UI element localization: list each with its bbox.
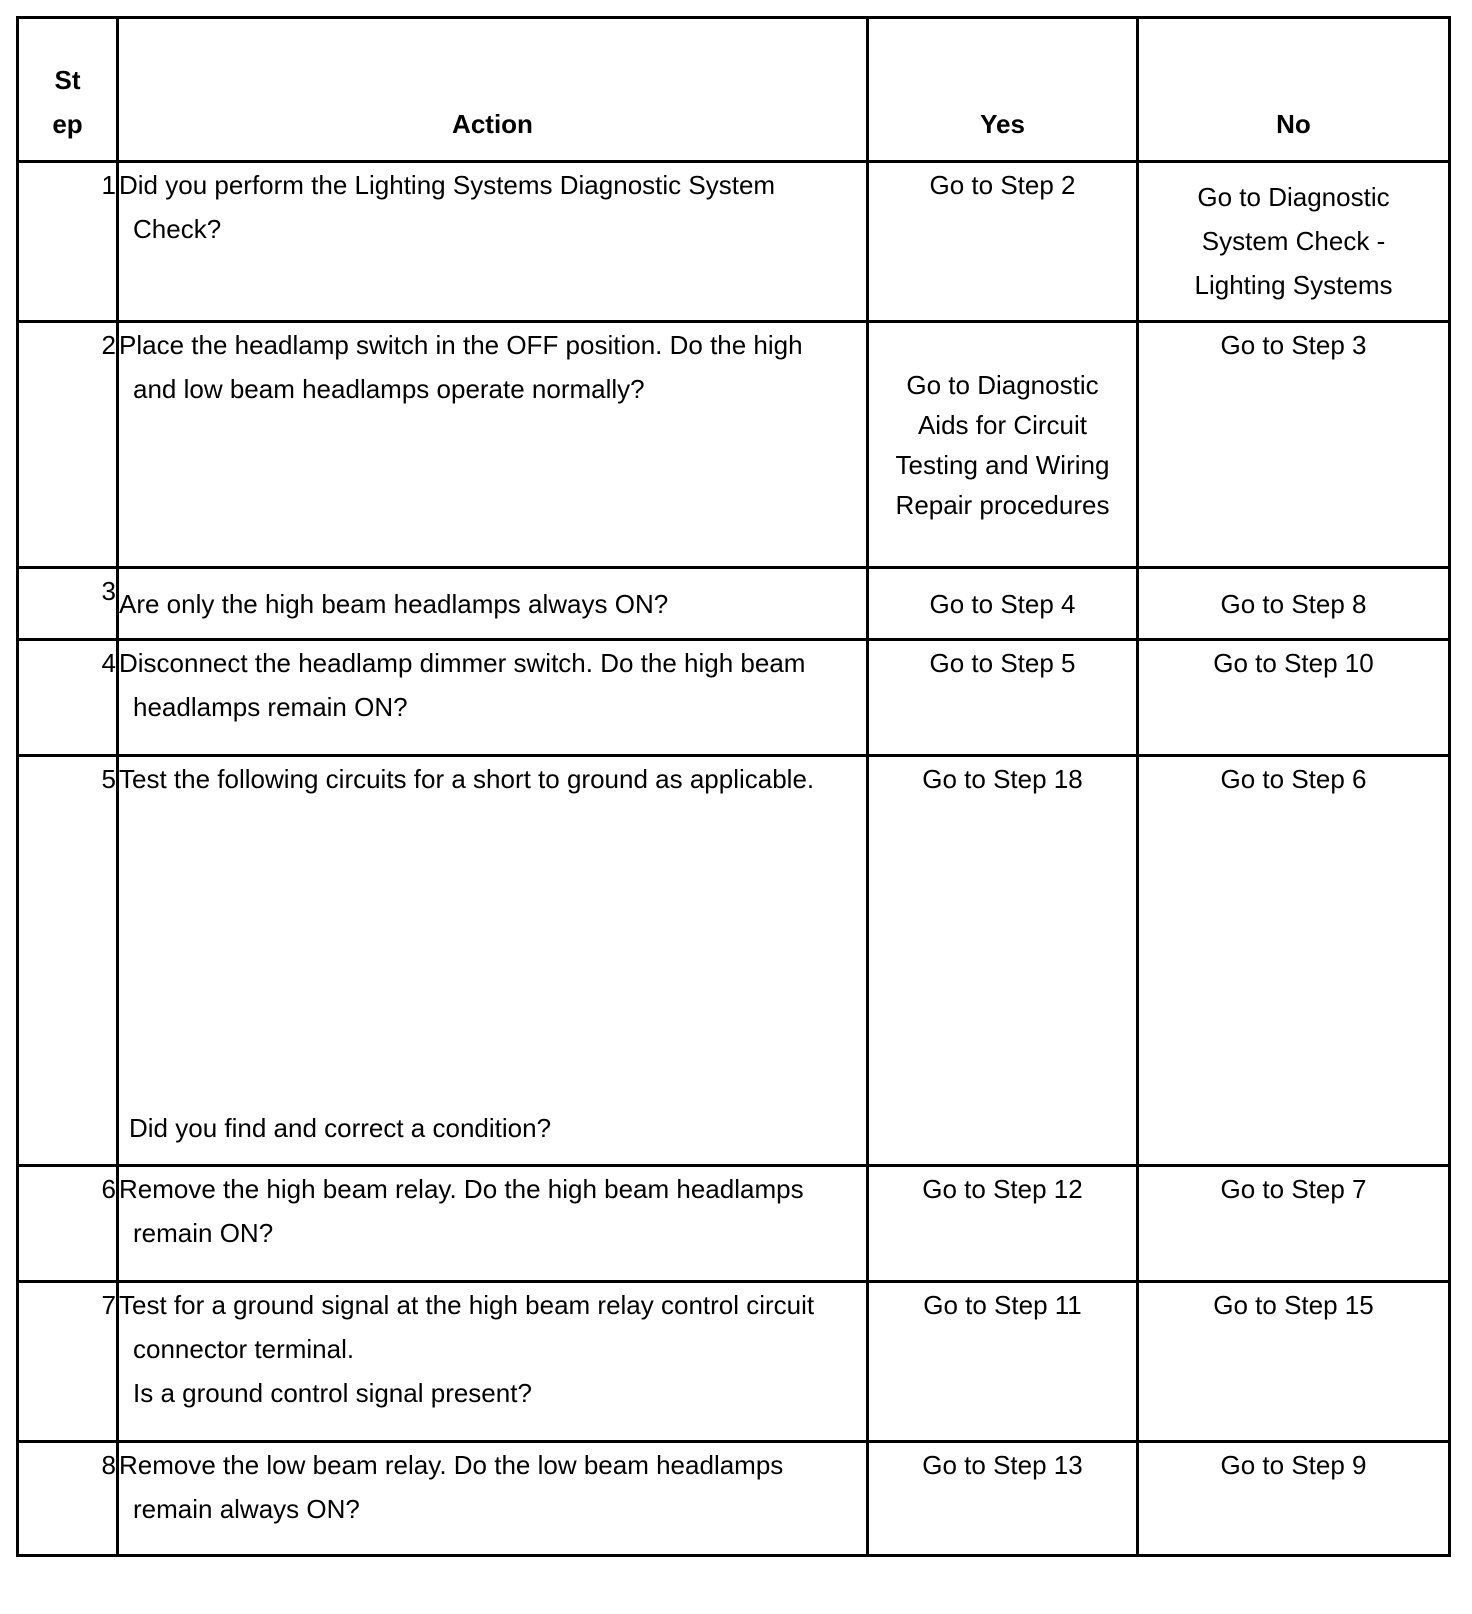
header-no: No — [1138, 18, 1450, 162]
action-line: Remove the low beam relay. Do the low beam headlamps — [119, 1450, 784, 1480]
yes-cell — [868, 322, 1138, 568]
action-line: and low beam headlamps operate normally? — [133, 374, 645, 404]
no-cell — [1138, 162, 1450, 322]
step-number: 5 — [18, 756, 118, 1166]
action-cell — [118, 1166, 868, 1282]
action-line: Test the following circuits for a short to ground as applicable. — [119, 764, 815, 794]
no-line: System Check - — [1201, 226, 1386, 256]
no-cell: Go to Step 9 — [1138, 1442, 1450, 1556]
no-line: Go to Diagnostic — [1197, 182, 1390, 212]
action-line: Remove the high beam relay. Do the high beam headlamps — [119, 1174, 804, 1204]
action-line: Test for a ground signal at the high beam relay control circuit — [119, 1290, 815, 1320]
step-number: 6 — [18, 1166, 118, 1282]
table-row — [18, 1442, 1450, 1556]
action-line: Place the headlamp switch in the OFF position. Do the high — [119, 330, 803, 360]
header-yes: Yes — [868, 18, 1138, 162]
no-cell: Go to Step 6 — [1138, 756, 1450, 1166]
header-row — [18, 18, 1450, 162]
no-cell: Go to Step 8 — [1138, 568, 1450, 640]
yes-cell: Go to Step 2 — [868, 162, 1138, 322]
action-question: Did you find and correct a condition? — [129, 1113, 552, 1143]
table-row — [18, 162, 1450, 322]
no-cell: Go to Step 3 — [1138, 322, 1450, 568]
step-number: 1 — [18, 162, 118, 322]
action-line: remain always ON? — [133, 1494, 360, 1524]
step-number: 3 — [18, 568, 118, 640]
header-action: Action — [118, 18, 868, 162]
yes-cell: Go to Step 4 — [868, 568, 1138, 640]
table-row — [18, 568, 1450, 640]
step-number: 7 — [18, 1282, 118, 1442]
action-cell — [118, 756, 868, 1166]
table-row — [18, 1282, 1450, 1442]
action-line: Check? — [133, 214, 222, 244]
action-cell — [118, 1282, 868, 1442]
action-line: Did you perform the Lighting Systems Diagnostic System — [119, 170, 776, 200]
table-row — [18, 756, 1450, 1166]
action-line: remain ON? — [133, 1218, 274, 1248]
diagnostic-table — [16, 16, 1451, 1557]
yes-cell: Go to Step 18 — [868, 756, 1138, 1166]
step-number: 4 — [18, 640, 118, 756]
yes-cell: Go to Step 11 — [868, 1282, 1138, 1442]
yes-line: Go to Diagnostic — [906, 369, 1099, 400]
no-cell: Go to Step 15 — [1138, 1282, 1450, 1442]
yes-cell: Go to Step 5 — [868, 640, 1138, 756]
table-row — [18, 1166, 1450, 1282]
action-line: Is a ground control signal present? — [133, 1378, 532, 1408]
yes-line: Repair procedures — [895, 489, 1110, 520]
action-cell — [118, 640, 868, 756]
action-line: connector terminal. — [133, 1334, 355, 1364]
table-row — [18, 640, 1450, 756]
yes-cell: Go to Step 12 — [868, 1166, 1138, 1282]
step-number: 2 — [18, 322, 118, 568]
step-number: 8 — [18, 1442, 118, 1556]
table-row — [18, 322, 1450, 568]
action-line: headlamps remain ON? — [133, 692, 408, 722]
diagnostic-document — [16, 16, 1451, 1557]
no-line: Lighting Systems — [1194, 270, 1393, 300]
action-line: Are only the high beam headlamps always ON? — [119, 588, 669, 619]
yes-cell: Go to Step 13 — [868, 1442, 1138, 1556]
header-step — [18, 18, 118, 162]
yes-line: Aids for Circuit — [917, 409, 1088, 440]
header-step-line2: ep — [52, 109, 83, 139]
no-cell: Go to Step 7 — [1138, 1166, 1450, 1282]
no-cell: Go to Step 10 — [1138, 640, 1450, 756]
action-cell — [118, 322, 868, 568]
header-step-line1: St — [54, 65, 81, 95]
yes-line: Testing and Wiring — [895, 449, 1110, 480]
action-line: Disconnect the headlamp dimmer switch. Do the high beam — [119, 648, 806, 678]
action-cell — [118, 568, 868, 640]
action-cell — [118, 162, 868, 322]
action-cell — [118, 1442, 868, 1556]
